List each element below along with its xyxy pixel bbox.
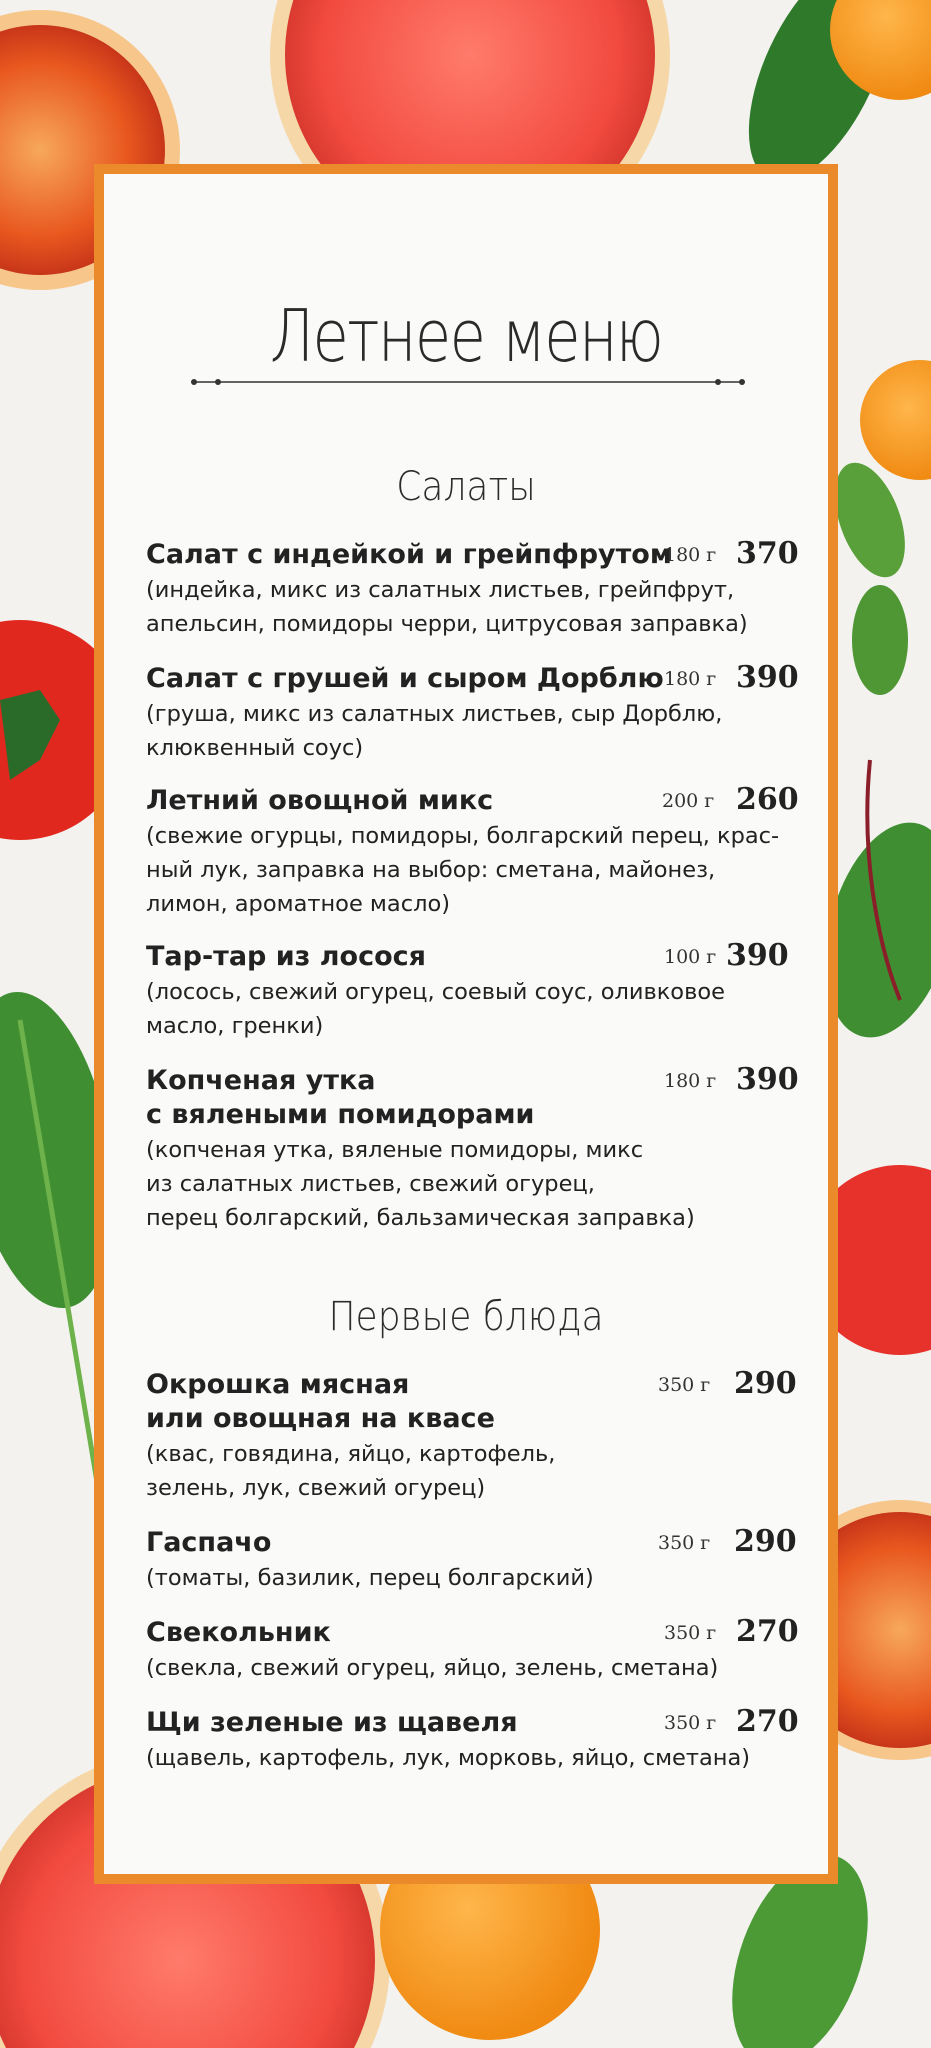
item-price: 370 [736, 536, 799, 571]
item-price: 290 [734, 1366, 797, 1401]
item-name: Летний овощной микс [146, 785, 494, 816]
menu-title: Летнее меню [269, 294, 663, 378]
menu-item [146, 1616, 806, 1685]
menu-item [146, 784, 806, 921]
menu-item [146, 940, 806, 1043]
item-description: (квас, говядина, яйцо, картофель, зелень, лук, свежий огурец) [146, 1441, 556, 1501]
item-price: 290 [734, 1524, 797, 1559]
item-name: Свекольник [146, 1617, 331, 1648]
menu-item [146, 662, 806, 765]
item-description: (груша, микс из салатных листьев, сыр Дорблю, клюквенный соус) [146, 701, 723, 761]
item-name: Тар-тар из лосося [146, 941, 426, 972]
item-description: (копченая утка, вяленые помидоры, микс из салатных листьев, свежий огурец, перец болгарский, бальзамическая заправка) [146, 1137, 695, 1231]
section-title-salads: Салаты [396, 464, 536, 510]
item-weight: 350 г [664, 1622, 717, 1644]
item-weight: 100 г [664, 946, 717, 968]
item-name: Окрошка мясная или овощная на квасе [146, 1369, 495, 1434]
item-weight: 180 г [664, 544, 717, 566]
item-description: (щавель, картофель, лук, морковь, яйцо, сметана) [146, 1745, 751, 1771]
item-name: Салат с индейкой и грейпфрутом [146, 539, 672, 570]
item-description: (томаты, базилик, перец болгарский) [146, 1565, 594, 1591]
item-description: (лосось, свежий огурец, соевый соус, оливковое масло, гренки) [146, 979, 725, 1039]
item-price: 390 [736, 1062, 799, 1097]
menu-item [146, 538, 806, 641]
item-weight: 350 г [658, 1374, 711, 1396]
item-weight: 180 г [664, 668, 717, 690]
title-divider [188, 372, 748, 392]
item-description: (свекла, свежий огурец, яйцо, зелень, сметана) [146, 1655, 719, 1681]
item-price: 390 [736, 660, 799, 695]
menu-item [146, 1706, 806, 1775]
item-price: 270 [736, 1704, 799, 1739]
menu-item [146, 1064, 806, 1235]
item-name: Копченая утка с вялеными помидорами [146, 1065, 535, 1130]
item-weight: 200 г [662, 790, 715, 812]
item-weight: 350 г [664, 1712, 717, 1734]
item-weight: 180 г [664, 1070, 717, 1092]
menu-item [146, 1368, 806, 1505]
item-price: 390 [726, 938, 789, 973]
item-price: 260 [736, 782, 799, 817]
item-weight: 350 г [658, 1532, 711, 1554]
item-description: (индейка, микс из салатных листьев, грейпфрут, апельсин, помидоры черри, цитрусовая заправка) [146, 577, 748, 637]
menu-card [94, 164, 838, 1884]
item-price: 270 [736, 1614, 799, 1649]
item-name: Гаспачо [146, 1527, 272, 1558]
menu-item [146, 1526, 806, 1595]
item-name: Салат с грушей и сыром Дорблю [146, 663, 664, 694]
section-title-soups: Первые блюда [328, 1294, 604, 1340]
item-name: Щи зеленые из щавеля [146, 1707, 518, 1738]
item-description: (свежие огурцы, помидоры, болгарский перец, крас- ный лук, заправка на выбор: сметана, майонез, лимон, ароматное масло) [146, 823, 780, 917]
